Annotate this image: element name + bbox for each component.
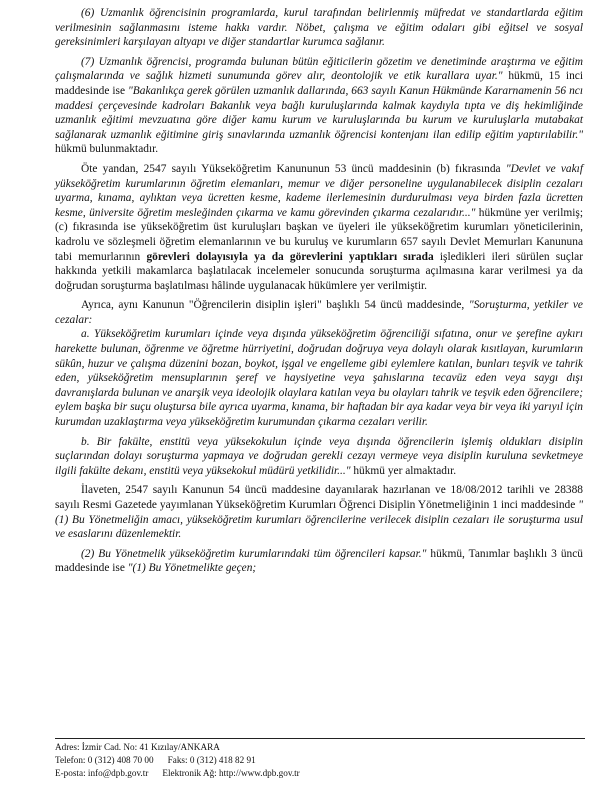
page-footer [55,741,585,781]
footer-contact-line [55,754,585,767]
plain-text: İlaveten, 2547 sayılı Kanunun 54 üncü maddesine dayanılarak hazırlanan ve 18/08/2012 tarihli ve 28388 sayılı Resmi Gazetede yayımlanan Yükseköğretim Kurumları Öğrenci Disiplin Yönetmeliğinin 1 inci maddesinde [55,484,583,511]
paragraph-yonetmelik-2 [55,547,583,576]
paragraph-yonetmelik [55,483,583,541]
paragraph-text: a. Yükseköğretim kurumları içinde veya dışında yükseköğretim öğrenciliği sıfatına, onur ve şerefine aykırı harekette bulunan, öğrenme ve öğretme hürriyetini, doğrudan doğruya veya dolaylı olarak kısıtlayan, kurumların sükûn, huzur ve çalışma düzenini bozan, boykot, işgal ve engelleme gibi eylemlere katılan, bunları teşvik ve tahrik eden, yükseköğretim mensuplarının şeref ve haysiyetine veya şahıslarına tecavüz eden veya saygı dışı davranışlarda bulunan ve anarşik veya ideolojik olaylara katılan veya bu olayları tahrik ve teşvik eden öğrencilere; eylem başka bir suçu oluştursa bile ayrıca uyarma, kınama, bir haftadan bir aya kadar veya bir veya iki yarıyıl için kurumdan uzaklaştırma veya yükseköğretim kurumundan çıkarma cezaları verilir. [55,328,583,429]
quote-text: b. Bir fakülte, enstitü veya yüksekokulun içinde veya dışında öğrencilerin işlemiş oldukları disiplin suçlarından dolayı soruşturma yapmaya ve doğrudan gerekli cezayı vermeye veya disiplin kuruluna sevketmeye ilgili fakülte dekanı, enstitü veya yüksekokul müdürü yetkilidir..." [55,435,583,477]
quote-text: (2) Bu Yönetmelik yükseköğretim kurumlarındaki tüm öğrencileri kapsar." [81,547,427,560]
paragraph-item-b [55,435,583,479]
quote-text: "Bakanlıkça gerek görülen uzmanlık dallarında, 663 sayılı Kanun Hükmünde Kararnamenin 56 ncı maddesi çerçevesinde kadroları Bakanlık veya bağlı kuruluşlarında kalmak kaydıyla tıpta ve diş hekimliğinde uzmanlık eğitimi mevzuatına göre diğer kamu kurum ve kuruluşlarında bu kurum ve kuruluşlarla mutabakat sağlanarak uzmanlık eğitimine giriş sınavlarında uzmanlık öğrencisi kontenjanı ilan edilip eğitim yaptırılabilir." [55,84,583,141]
paragraph-kanun-54 [55,298,583,327]
footer-web-line [55,767,585,780]
plain-text: Ayrıca, aynı Kanunun "Öğrencilerin disiplin işleri" başlıklı 54 üncü maddesinde, [81,299,469,312]
quote-text: "Devlet ve vakıf yükseköğretim kurumlarının öğretim elemanları, memur ve diğer personeline uygulanabilecek disiplin cezaları uyarma, kınama, aylıktan veya ücretten kesme, kademe ilerlemesinin durdurulması veya birden fazla ücretten kesme, üniversite öğretim mesleğinden çıkarma ve kamu görevinden çıkarma cezalarıdır..." [55,162,583,219]
paragraph-kanun-53 [55,162,583,293]
footer-address: Adres: İzmir Cad. No: 41 Kızılay/ANKARA [55,742,220,752]
footer-divider [55,738,585,739]
footer-fax: Faks: 0 (312) 418 82 91 [167,755,256,766]
paragraph-item-a [55,327,583,429]
footer-web-link[interactable]: Elektronik Ağ: http://www.dpb.gov.tr [162,768,300,779]
bold-text: görevleri dolayısıyla ya da görevlerini yaptıkları sırada [146,250,434,263]
quote-text: "(1) Bu Yönetmeliğin amacı, yükseköğretim kurumları öğrencilerine verilecek disiplin cezaları ile soruşturma usul ve esaslarını düzenlemektir. [55,499,583,541]
paragraph-uzmanlik-7 [55,55,583,157]
footer-phone: Telefon: 0 (312) 408 70 00 [55,755,154,766]
plain-text: işledikleri ileri sürülen suçlar hakkında yetkili makamlarca başlatılacak incelemeler sonucunda soruşturma açılmasına karar verilmesi ya da doğrudan soruşturma başlatılması hâlinde uygulanacak hükümlere yer verilmiştir. [55,250,583,292]
quote-text: "(1) Bu Yönetmelikte geçen; [127,562,257,575]
plain-text: hükmü, Tanımlar başlıklı 3 üncü maddesinde ise [55,547,583,575]
plain-text: hükmü yer almaktadır. [350,464,457,477]
plain-text: Öte yandan, 2547 sayılı Yükseköğretim Kanununun 53 üncü maddesinin (b) fıkrasında [81,162,506,175]
plain-text: hükmüne yer verilmiş; (c) fıkrasında ise yükseköğretim üst kuruluşları başkan ve üyeleri ile yükseköğretim kurumları yöneticilerinin, kadrolu ve sözleşmeli öğretim elemanlarının ve bu kuruluş ve kurumların 657 sayılı Devlet Memurları Kanununa tabi memurlarının [55,206,583,263]
paragraph-text: (6) Uzmanlık öğrencisinin programlarda, kurul tarafından belirlenmiş müfredat ve standartlarda eğitim verilmesinin sağlanmasını isteme hakkı vardır. Nöbet, çalışma ve eğitim odaları gibi eğitsel ve sosyal gereksinimleri karşılayan altyapı ve diğer standartlar kurumca sağlanır. [55,7,583,49]
quote-text: "Soruşturma, yetkiler ve cezalar: [55,299,583,326]
footer-email: E-posta: info@dpb.gov.tr [55,768,149,779]
quote-text: (7) Uzmanlık öğrencisi, programda bulunan bütün eğiticilerin gözetim ve denetiminde araştırma ve eğitim çalışmalarında ve sağlık hizmeti sunumunda görev alır, deontolojik ve etik kurallara uyar." [55,55,583,83]
document-body [55,6,583,576]
plain-text: hükmü bulunmaktadır. [55,143,159,156]
plain-text: hükmü, 15 inci maddesinde ise [55,70,583,97]
paragraph-uzmanlik-6 [55,6,583,50]
